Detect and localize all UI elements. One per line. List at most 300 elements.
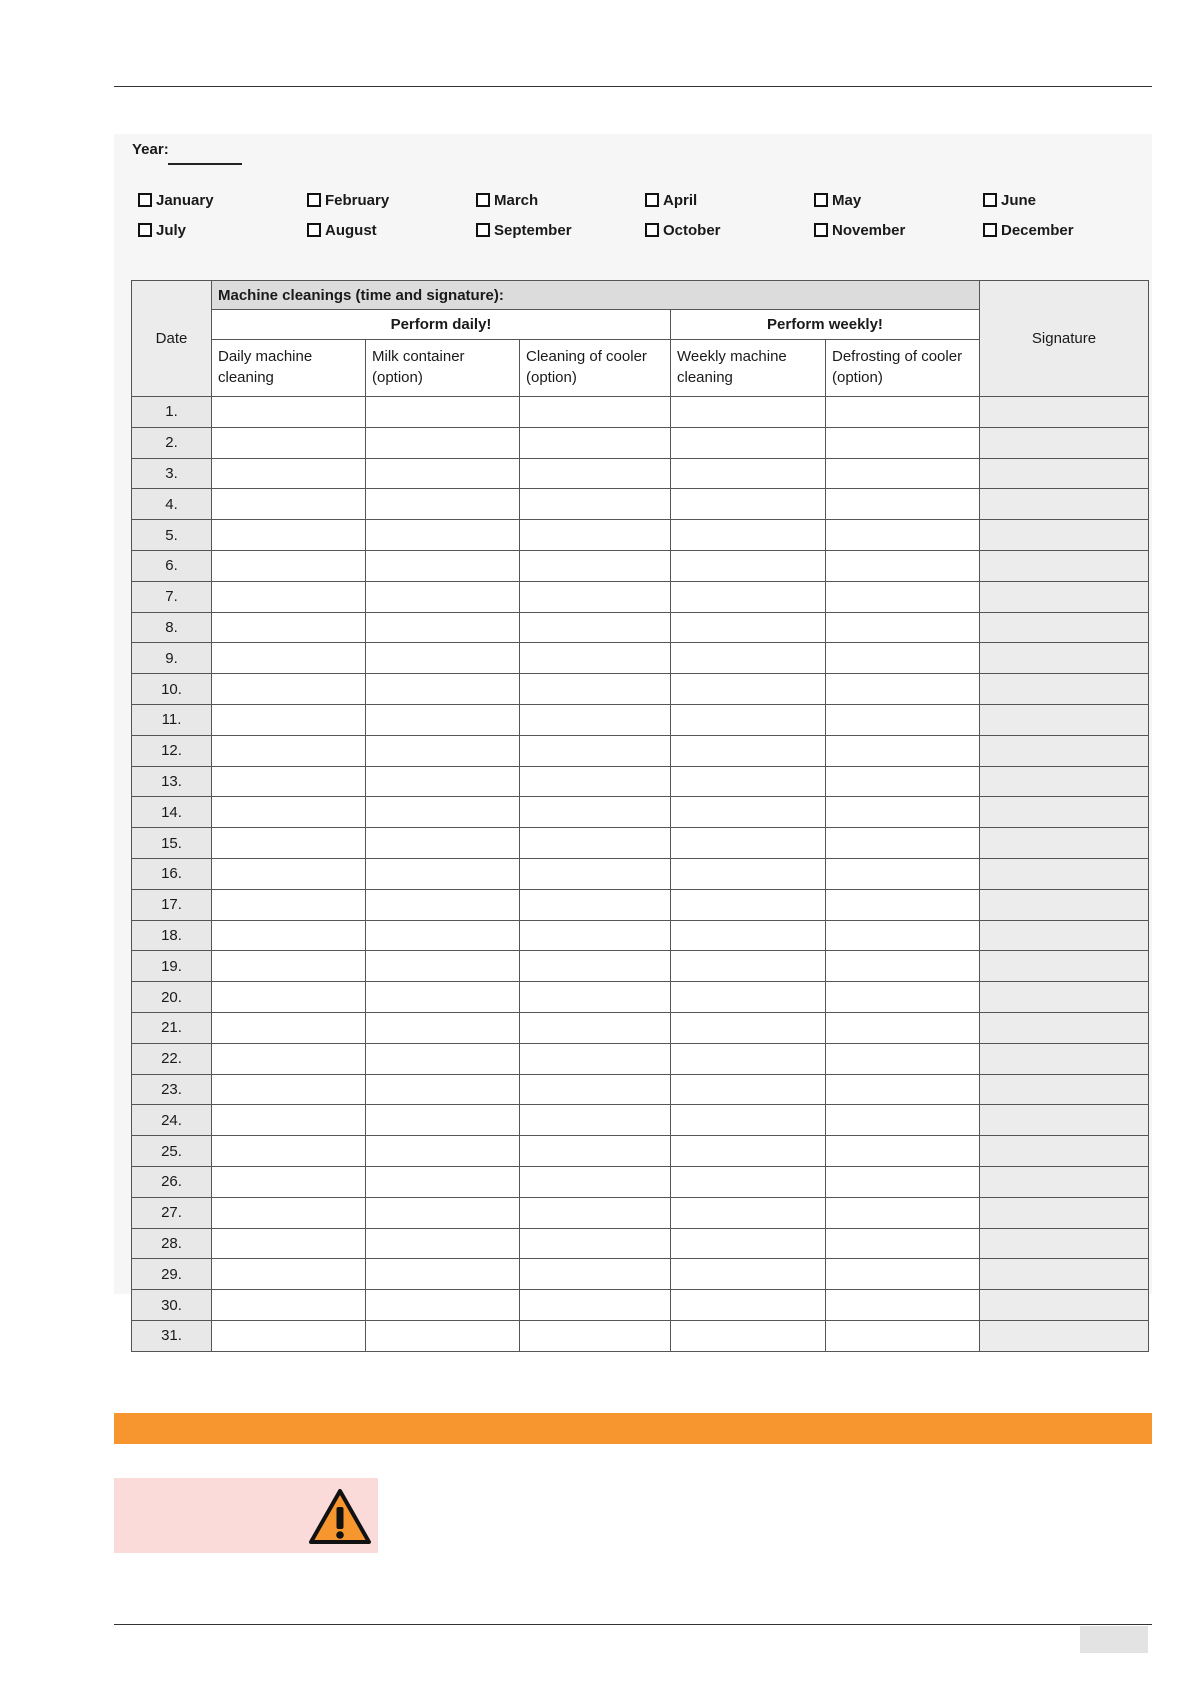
- day-number: 23.: [132, 1074, 212, 1105]
- entry-cell[interactable]: [212, 489, 366, 520]
- entry-cell[interactable]: [671, 612, 826, 643]
- entry-cell[interactable]: [212, 581, 366, 612]
- entry-cell[interactable]: [212, 1228, 366, 1259]
- table-row: [132, 1105, 1149, 1136]
- entry-cell[interactable]: [212, 1012, 366, 1043]
- day-number: 30.: [132, 1290, 212, 1321]
- entry-cell[interactable]: [366, 889, 520, 920]
- month-checkbox[interactable]: [814, 193, 828, 207]
- month-checkbox[interactable]: [307, 193, 321, 207]
- table-row: [132, 920, 1149, 951]
- entry-cell[interactable]: [671, 1136, 826, 1167]
- entry-cell[interactable]: [520, 920, 671, 951]
- signature-cell[interactable]: [980, 427, 1149, 458]
- signature-cell[interactable]: [980, 1074, 1149, 1105]
- entry-cell[interactable]: [212, 612, 366, 643]
- signature-cell[interactable]: [980, 982, 1149, 1013]
- month-checkbox[interactable]: [476, 223, 490, 237]
- entry-cell[interactable]: [671, 1166, 826, 1197]
- day-number: 12.: [132, 735, 212, 766]
- signature-cell[interactable]: [980, 550, 1149, 581]
- entry-cell[interactable]: [520, 1043, 671, 1074]
- month-checkbox[interactable]: [645, 193, 659, 207]
- day-number: 25.: [132, 1136, 212, 1167]
- entry-cell[interactable]: [520, 982, 671, 1013]
- entry-cell[interactable]: [826, 1166, 980, 1197]
- day-number: 29.: [132, 1259, 212, 1290]
- month-option[interactable]: [476, 220, 645, 240]
- entry-cell[interactable]: [212, 1074, 366, 1105]
- month-checkbox[interactable]: [983, 223, 997, 237]
- warning-box: [114, 1478, 378, 1553]
- month-checkbox[interactable]: [307, 223, 321, 237]
- column-header-line: cleaning: [677, 369, 733, 386]
- entry-cell[interactable]: [366, 1166, 520, 1197]
- month-label: October: [663, 221, 721, 239]
- month-option[interactable]: [307, 220, 476, 240]
- month-checkbox[interactable]: [476, 193, 490, 207]
- signature-cell[interactable]: [980, 828, 1149, 859]
- entry-cell[interactable]: [520, 1320, 671, 1351]
- entry-cell[interactable]: [826, 889, 980, 920]
- day-number: 27.: [132, 1197, 212, 1228]
- table-row: [132, 550, 1149, 581]
- page-number-tab: [1080, 1626, 1148, 1653]
- month-label: February: [325, 191, 390, 209]
- signature-cell[interactable]: [980, 704, 1149, 735]
- table-row: [132, 643, 1149, 674]
- month-option[interactable]: [645, 190, 814, 210]
- entry-cell[interactable]: [671, 674, 826, 705]
- entry-cell[interactable]: [520, 1136, 671, 1167]
- month-option[interactable]: [138, 220, 307, 240]
- machine-cleanings-header: Machine cleanings (time and signature):: [212, 281, 980, 310]
- entry-cell[interactable]: [520, 581, 671, 612]
- table-row: [132, 828, 1149, 859]
- table-row: [132, 1136, 1149, 1167]
- entry-cell[interactable]: [826, 612, 980, 643]
- day-number: 5.: [132, 520, 212, 551]
- entry-cell[interactable]: [366, 858, 520, 889]
- entry-cell[interactable]: [212, 1290, 366, 1321]
- entry-cell[interactable]: [520, 397, 671, 428]
- entry-cell[interactable]: [366, 427, 520, 458]
- column-header-line: Weekly machine: [677, 348, 787, 365]
- entry-cell[interactable]: [366, 397, 520, 428]
- entry-cell[interactable]: [826, 458, 980, 489]
- table-row: [132, 1259, 1149, 1290]
- signature-cell[interactable]: [980, 612, 1149, 643]
- signature-cell[interactable]: [980, 1166, 1149, 1197]
- entry-cell[interactable]: [826, 427, 980, 458]
- column-header-line: Defrosting of cooler: [832, 348, 963, 365]
- entry-cell[interactable]: [212, 951, 366, 982]
- entry-cell[interactable]: [366, 1290, 520, 1321]
- table-row: [132, 951, 1149, 982]
- entry-cell[interactable]: [520, 1105, 671, 1136]
- day-number: 8.: [132, 612, 212, 643]
- entry-cell[interactable]: [212, 458, 366, 489]
- entry-cell[interactable]: [212, 1259, 366, 1290]
- day-number: 18.: [132, 920, 212, 951]
- entry-cell[interactable]: [826, 1197, 980, 1228]
- month-option[interactable]: [983, 220, 1152, 240]
- entry-cell[interactable]: [671, 1197, 826, 1228]
- entry-cell[interactable]: [671, 889, 826, 920]
- entry-cell[interactable]: [520, 951, 671, 982]
- entry-cell[interactable]: [212, 920, 366, 951]
- entry-cell[interactable]: [671, 581, 826, 612]
- entry-cell[interactable]: [826, 1228, 980, 1259]
- warning-triangle-icon: [308, 1488, 372, 1546]
- entry-cell[interactable]: [212, 427, 366, 458]
- entry-cell[interactable]: [671, 489, 826, 520]
- entry-cell[interactable]: [826, 735, 980, 766]
- entry-cell[interactable]: [366, 951, 520, 982]
- table-row: [132, 489, 1149, 520]
- signature-cell[interactable]: [980, 643, 1149, 674]
- entry-cell[interactable]: [366, 550, 520, 581]
- entry-cell[interactable]: [826, 766, 980, 797]
- day-number: 19.: [132, 951, 212, 982]
- entry-cell[interactable]: [212, 982, 366, 1013]
- day-number: 3.: [132, 458, 212, 489]
- entry-cell[interactable]: [212, 1105, 366, 1136]
- entry-cell[interactable]: [826, 1320, 980, 1351]
- entry-cell[interactable]: [826, 1012, 980, 1043]
- day-number: 14.: [132, 797, 212, 828]
- entry-cell[interactable]: [520, 704, 671, 735]
- signature-cell[interactable]: [980, 458, 1149, 489]
- entry-cell[interactable]: [671, 1012, 826, 1043]
- entry-cell[interactable]: [366, 1012, 520, 1043]
- table-row: [132, 397, 1149, 428]
- entry-cell[interactable]: [212, 1043, 366, 1074]
- signature-cell[interactable]: [980, 674, 1149, 705]
- entry-cell[interactable]: [212, 520, 366, 551]
- year-label: Year:: [132, 141, 169, 158]
- column-header: [366, 340, 520, 397]
- entry-cell[interactable]: [826, 550, 980, 581]
- entry-cell[interactable]: [366, 581, 520, 612]
- entry-cell[interactable]: [826, 520, 980, 551]
- entry-cell[interactable]: [671, 735, 826, 766]
- signature-cell[interactable]: [980, 889, 1149, 920]
- entry-cell[interactable]: [671, 766, 826, 797]
- date-header: Date: [132, 281, 212, 397]
- entry-cell[interactable]: [826, 1074, 980, 1105]
- entry-cell[interactable]: [366, 458, 520, 489]
- entry-cell[interactable]: [520, 1166, 671, 1197]
- entry-cell[interactable]: [671, 397, 826, 428]
- entry-cell[interactable]: [671, 1074, 826, 1105]
- day-number: 22.: [132, 1043, 212, 1074]
- table-row: [132, 704, 1149, 735]
- entry-cell[interactable]: [520, 735, 671, 766]
- month-label: August: [325, 221, 377, 239]
- signature-cell[interactable]: [980, 1259, 1149, 1290]
- entry-cell[interactable]: [671, 550, 826, 581]
- entry-cell[interactable]: [212, 766, 366, 797]
- entry-cell[interactable]: [520, 643, 671, 674]
- signature-cell[interactable]: [980, 1290, 1149, 1321]
- signature-cell[interactable]: [980, 520, 1149, 551]
- table-row: [132, 858, 1149, 889]
- signature-cell[interactable]: [980, 1320, 1149, 1351]
- entry-cell[interactable]: [366, 1136, 520, 1167]
- signature-cell[interactable]: [980, 766, 1149, 797]
- entry-cell[interactable]: [520, 858, 671, 889]
- entry-cell[interactable]: [520, 1259, 671, 1290]
- month-option[interactable]: [983, 190, 1152, 210]
- table-row: [132, 520, 1149, 551]
- entry-cell[interactable]: [366, 766, 520, 797]
- entry-cell[interactable]: [366, 1320, 520, 1351]
- entry-cell[interactable]: [212, 1136, 366, 1167]
- month-option[interactable]: [645, 220, 814, 240]
- entry-cell[interactable]: [366, 1228, 520, 1259]
- month-checkbox[interactable]: [138, 193, 152, 207]
- entry-cell[interactable]: [671, 1228, 826, 1259]
- entry-cell[interactable]: [826, 1136, 980, 1167]
- month-checkbox[interactable]: [138, 223, 152, 237]
- table-row: [132, 889, 1149, 920]
- entry-cell[interactable]: [826, 1105, 980, 1136]
- signature-cell[interactable]: [980, 951, 1149, 982]
- entry-cell[interactable]: [366, 735, 520, 766]
- entry-cell[interactable]: [826, 920, 980, 951]
- column-header: [826, 340, 980, 397]
- day-number: 16.: [132, 858, 212, 889]
- entry-cell[interactable]: [826, 858, 980, 889]
- month-label: September: [494, 221, 572, 239]
- entry-cell[interactable]: [671, 797, 826, 828]
- entry-cell[interactable]: [212, 1166, 366, 1197]
- month-label: November: [832, 221, 906, 239]
- month-option[interactable]: [307, 190, 476, 210]
- day-number: 4.: [132, 489, 212, 520]
- entry-cell[interactable]: [366, 520, 520, 551]
- year-input-line[interactable]: [168, 163, 242, 165]
- signature-cell[interactable]: [980, 1105, 1149, 1136]
- entry-cell[interactable]: [520, 674, 671, 705]
- month-option[interactable]: [814, 220, 983, 240]
- entry-cell[interactable]: [366, 797, 520, 828]
- entry-cell[interactable]: [366, 489, 520, 520]
- table-row: [132, 612, 1149, 643]
- entry-cell[interactable]: [826, 704, 980, 735]
- bottom-rule: [114, 1624, 1152, 1625]
- entry-cell[interactable]: [520, 550, 671, 581]
- signature-cell[interactable]: [980, 581, 1149, 612]
- entry-cell[interactable]: [520, 520, 671, 551]
- entry-cell[interactable]: [366, 704, 520, 735]
- entry-cell[interactable]: [520, 489, 671, 520]
- section-banner: [114, 1413, 1152, 1444]
- entry-cell[interactable]: [520, 828, 671, 859]
- column-header-line: Milk container: [372, 348, 465, 365]
- entry-cell[interactable]: [212, 704, 366, 735]
- entry-cell[interactable]: [671, 982, 826, 1013]
- column-header-line: cleaning: [218, 369, 274, 386]
- month-checkbox[interactable]: [983, 193, 997, 207]
- day-number: 21.: [132, 1012, 212, 1043]
- day-number: 2.: [132, 427, 212, 458]
- day-number: 7.: [132, 581, 212, 612]
- signature-cell[interactable]: [980, 735, 1149, 766]
- table-row: [132, 1166, 1149, 1197]
- signature-cell[interactable]: [980, 920, 1149, 951]
- table-row: [132, 1290, 1149, 1321]
- month-label: April: [663, 191, 698, 209]
- entry-cell[interactable]: [520, 797, 671, 828]
- month-option[interactable]: [476, 190, 645, 210]
- table-row: [132, 766, 1149, 797]
- column-header: [671, 340, 826, 397]
- table-row: [132, 797, 1149, 828]
- month-option[interactable]: [138, 190, 307, 210]
- entry-cell[interactable]: [671, 920, 826, 951]
- entry-cell[interactable]: [671, 858, 826, 889]
- entry-cell[interactable]: [671, 520, 826, 551]
- entry-cell[interactable]: [520, 1074, 671, 1105]
- signature-cell[interactable]: [980, 1228, 1149, 1259]
- entry-cell[interactable]: [826, 828, 980, 859]
- entry-cell[interactable]: [520, 1012, 671, 1043]
- entry-cell[interactable]: [366, 612, 520, 643]
- entry-cell[interactable]: [212, 797, 366, 828]
- signature-cell[interactable]: [980, 1043, 1149, 1074]
- entry-cell[interactable]: [212, 674, 366, 705]
- entry-cell[interactable]: [826, 951, 980, 982]
- signature-cell[interactable]: [980, 1012, 1149, 1043]
- entry-cell[interactable]: [366, 1043, 520, 1074]
- month-selector: [138, 190, 1138, 240]
- day-number: 11.: [132, 704, 212, 735]
- entry-cell[interactable]: [826, 674, 980, 705]
- entry-cell[interactable]: [671, 427, 826, 458]
- entry-cell[interactable]: [671, 1320, 826, 1351]
- entry-cell[interactable]: [212, 735, 366, 766]
- signature-cell[interactable]: [980, 397, 1149, 428]
- month-label: July: [156, 221, 187, 239]
- table-row: [132, 581, 1149, 612]
- month-label: May: [832, 191, 862, 209]
- table-row: [132, 1043, 1149, 1074]
- table-row: [132, 1228, 1149, 1259]
- month-label: January: [156, 191, 214, 209]
- signature-cell[interactable]: [980, 1197, 1149, 1228]
- day-number: 28.: [132, 1228, 212, 1259]
- signature-cell[interactable]: [980, 1136, 1149, 1167]
- day-number: 17.: [132, 889, 212, 920]
- entry-cell[interactable]: [826, 1259, 980, 1290]
- entry-cell[interactable]: [826, 489, 980, 520]
- top-rule: [114, 86, 1152, 87]
- entry-cell[interactable]: [671, 951, 826, 982]
- perform-weekly-header: Perform weekly!: [671, 310, 980, 340]
- entry-cell[interactable]: [826, 797, 980, 828]
- entry-cell[interactable]: [671, 643, 826, 674]
- perform-daily-header: Perform daily!: [212, 310, 671, 340]
- month-label: March: [494, 191, 539, 209]
- entry-cell[interactable]: [366, 1105, 520, 1136]
- entry-cell[interactable]: [671, 1043, 826, 1074]
- entry-cell[interactable]: [520, 1197, 671, 1228]
- entry-cell[interactable]: [826, 982, 980, 1013]
- month-label: December: [1001, 221, 1074, 239]
- day-number: 10.: [132, 674, 212, 705]
- entry-cell[interactable]: [671, 1290, 826, 1321]
- entry-cell[interactable]: [671, 828, 826, 859]
- entry-cell[interactable]: [826, 643, 980, 674]
- entry-cell[interactable]: [212, 889, 366, 920]
- day-number: 1.: [132, 397, 212, 428]
- entry-cell[interactable]: [520, 427, 671, 458]
- month-option[interactable]: [814, 190, 983, 210]
- entry-cell[interactable]: [212, 643, 366, 674]
- entry-cell[interactable]: [520, 1228, 671, 1259]
- table-row: [132, 427, 1149, 458]
- signature-cell[interactable]: [980, 858, 1149, 889]
- entry-cell[interactable]: [671, 704, 826, 735]
- entry-cell[interactable]: [212, 1320, 366, 1351]
- column-header: [212, 340, 366, 397]
- entry-cell[interactable]: [826, 1290, 980, 1321]
- day-number: 20.: [132, 982, 212, 1013]
- entry-cell[interactable]: [671, 1259, 826, 1290]
- entry-cell[interactable]: [366, 643, 520, 674]
- entry-cell[interactable]: [520, 612, 671, 643]
- entry-cell[interactable]: [671, 1105, 826, 1136]
- entry-cell[interactable]: [212, 828, 366, 859]
- entry-cell[interactable]: [366, 1197, 520, 1228]
- entry-cell[interactable]: [520, 458, 671, 489]
- column-header-line: (option): [526, 369, 577, 386]
- entry-cell[interactable]: [212, 1197, 366, 1228]
- entry-cell[interactable]: [212, 550, 366, 581]
- entry-cell[interactable]: [520, 889, 671, 920]
- entry-cell[interactable]: [366, 920, 520, 951]
- entry-cell[interactable]: [826, 1043, 980, 1074]
- table-row: [132, 735, 1149, 766]
- entry-cell[interactable]: [366, 674, 520, 705]
- signature-cell[interactable]: [980, 797, 1149, 828]
- entry-cell[interactable]: [366, 828, 520, 859]
- day-number: 24.: [132, 1105, 212, 1136]
- table-row: [132, 1320, 1149, 1351]
- entry-cell[interactable]: [212, 858, 366, 889]
- entry-cell[interactable]: [826, 397, 980, 428]
- month-checkbox[interactable]: [814, 223, 828, 237]
- signature-cell[interactable]: [980, 489, 1149, 520]
- entry-cell[interactable]: [826, 581, 980, 612]
- column-header-line: (option): [832, 369, 883, 386]
- entry-cell[interactable]: [520, 1290, 671, 1321]
- entry-cell[interactable]: [366, 1074, 520, 1105]
- month-checkbox[interactable]: [645, 223, 659, 237]
- table-row: [132, 1012, 1149, 1043]
- entry-cell[interactable]: [366, 1259, 520, 1290]
- entry-cell[interactable]: [671, 458, 826, 489]
- entry-cell[interactable]: [520, 766, 671, 797]
- cleaning-log-table: [131, 280, 1149, 1352]
- entry-cell[interactable]: [366, 982, 520, 1013]
- entry-cell[interactable]: [212, 397, 366, 428]
- day-number: 9.: [132, 643, 212, 674]
- day-number: 26.: [132, 1166, 212, 1197]
- table-row: [132, 674, 1149, 705]
